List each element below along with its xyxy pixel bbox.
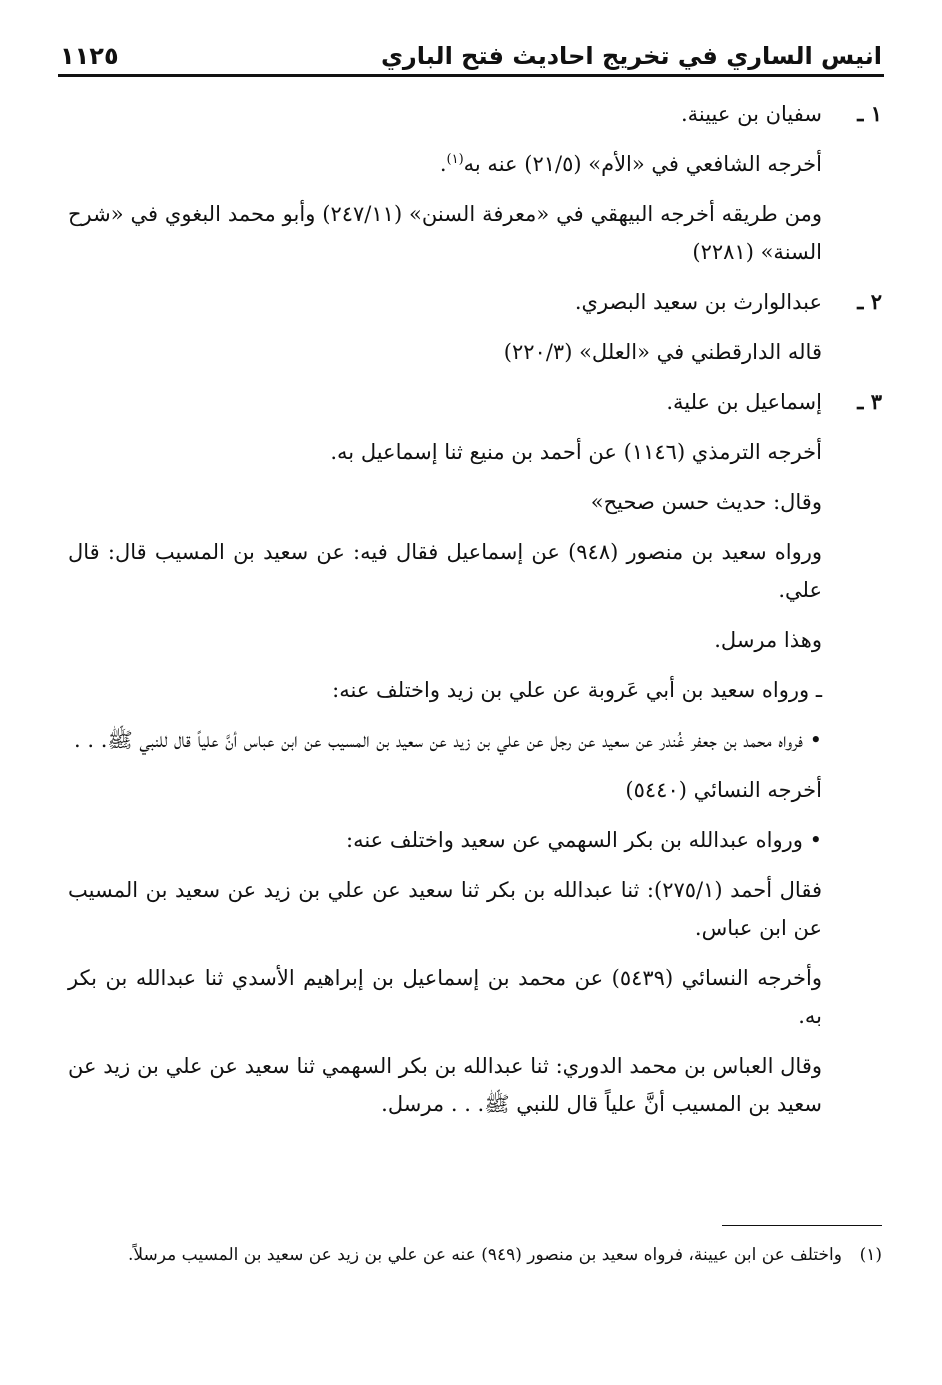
list-item [68, 283, 882, 321]
paragraph-text: أخرجه الترمذي (١١٤٦) عن أحمد بن منيع ثنا إسماعيل به. [330, 440, 822, 464]
main-text [68, 95, 882, 1135]
paragraph [68, 145, 882, 183]
paragraph [68, 671, 882, 709]
list-item [68, 383, 882, 421]
paragraph-text: • ورواه عبدالله بن بكر السهمي عن سعيد واختلف عنه: [346, 828, 822, 852]
footnote-text: واختلف عن ابن عيينة، فرواه سعيد بن منصور (٩٤٩) عنه عن علي بن زيد عن سعيد بن المسيب مرسلاً. [127, 1245, 842, 1265]
paragraph [68, 959, 882, 1035]
paragraph [68, 483, 882, 521]
footnote-number: (١) [859, 1245, 882, 1265]
paragraph-text: سفيان بن عيينة. [680, 102, 822, 126]
paragraph [68, 1047, 882, 1123]
paragraph [68, 533, 882, 609]
paragraph [68, 771, 882, 809]
item-number: ٢ ـ [857, 289, 882, 314]
book-title: انيس الساري في تخريج احاديث فتح الباري [380, 42, 882, 70]
paragraph-text: وهذا مرسل. [714, 628, 822, 652]
paragraph [68, 195, 882, 271]
item-number: ١ ـ [857, 101, 882, 126]
paragraph [68, 333, 882, 371]
paragraph-text: أخرجه الشافعي في «الأم» (٥/‏٢١) عنه به [463, 152, 822, 176]
paragraph [68, 721, 882, 759]
header-rule [58, 74, 884, 77]
paragraph [68, 621, 882, 659]
paragraph-text: وقال: حديث حسن صحيح» [590, 490, 822, 514]
footnote [68, 1240, 882, 1270]
paragraph-text: ورواه سعيد بن منصور (٩٤٨) عن إسماعيل فقال فيه: عن سعيد بن المسيب قال: قال علي. [68, 540, 822, 602]
paragraph-text: قاله الدارقطني في «العلل» (٣/‏٢٢٠) [503, 340, 822, 364]
paragraph-text: أخرجه النسائي (٥٤٤٠) [625, 778, 822, 802]
paragraph-text: • فرواه محمد بن جعفر غُندر عن سعيد عن رجل عن علي بن زيد عن سعيد بن المسيب عن ابن عباس أنَّ علياً قال للنبي ﷺ. . . [74, 728, 822, 752]
paragraph-text: وقال العباس بن محمد الدوري: ثنا عبدالله بن بكر السهمي ثنا سعيد عن علي بن زيد عن سعيد بن المسيب أنَّ علياً قال للنبي ﷺ. . . مرسل. [68, 1054, 822, 1116]
paragraph-text: . [439, 152, 447, 176]
item-number: ٣ ـ [857, 389, 882, 414]
list-item [68, 95, 882, 133]
running-header [60, 28, 882, 70]
paragraph-text: وأخرجه النسائي (٥٤٣٩) عن محمد بن إسماعيل بن إبراهيم الأسدي ثنا عبدالله بن بكر به. [68, 966, 822, 1028]
footnote-reference: (١) [446, 152, 464, 167]
paragraph [68, 821, 882, 859]
paragraph [68, 433, 882, 471]
page-number: ١١٢٥ [60, 42, 119, 70]
paragraph-text: إسماعيل بن علية. [666, 390, 822, 414]
paragraph-text: فقال أحمد (١/‏٢٧٥): ثنا عبدالله بن بكر ثنا سعيد عن علي بن زيد عن سعيد بن المسيب عن ابن عباس. [68, 878, 822, 940]
paragraph-text: ومن طريقه أخرجه البيهقي في «معرفة السنن» (١١/‏٢٤٧) وأبو محمد البغوي في «شرح السنة» (٢٢٨١) [68, 202, 822, 264]
paragraph [68, 871, 882, 947]
paragraph-text: ـ ورواه سعيد بن أبي عَروبة عن علي بن زيد واختلف عنه: [332, 678, 822, 702]
paragraph-text: عبدالوارث بن سعيد البصري. [574, 290, 822, 314]
footnote-rule [722, 1225, 882, 1226]
